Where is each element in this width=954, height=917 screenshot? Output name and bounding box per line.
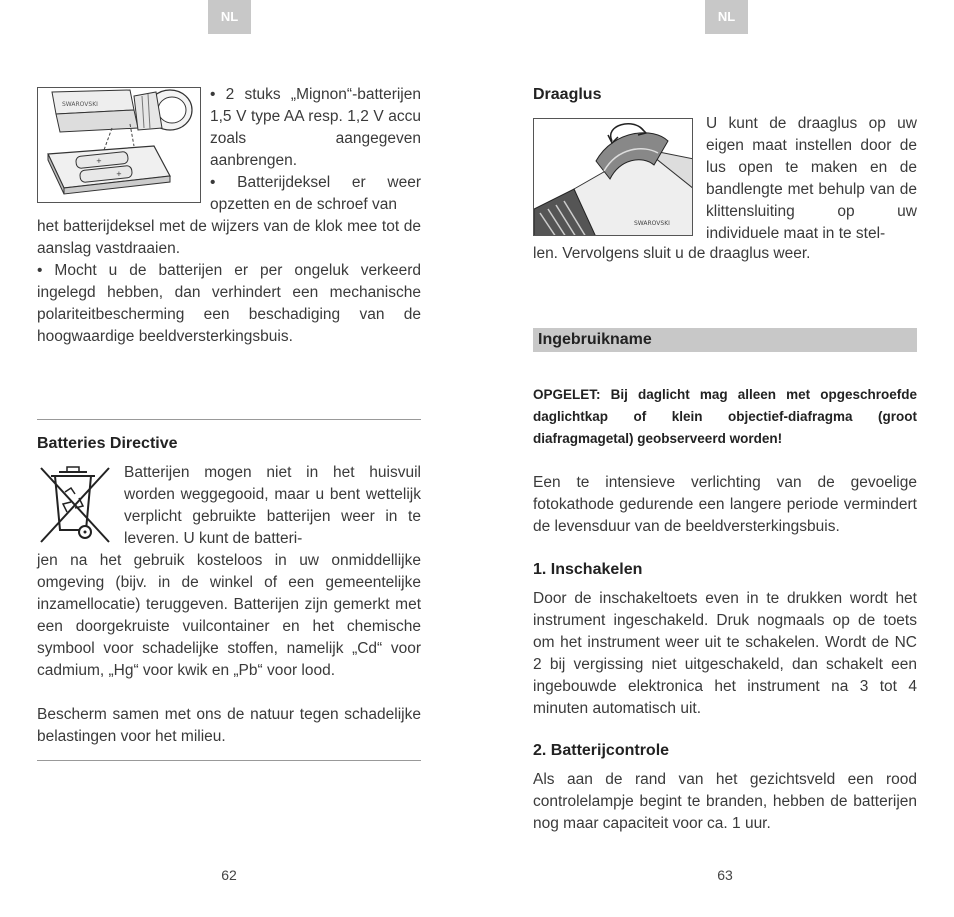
language-tab: NL: [208, 0, 251, 34]
language-tab: NL: [705, 0, 748, 34]
svg-text:SWAROVSKI: SWAROVSKI: [62, 101, 98, 108]
battery-cover-text: • Batterijdeksel er weer opzetten en de schroef van: [210, 174, 421, 213]
batteries-directive-heading: Batteries Directive: [37, 435, 178, 452]
section-bar-ingebruikname: Ingebruikname: [533, 328, 917, 352]
directive-text-continued: jen na het gebruik kosteloos in uw onmiddellijke omgeving (bijv. in de winkel of een gemeentelijke inzamellocatie) teruggeven. Batterijen zijn gemerkt met een doorgekruiste vuilcontainer en het chemische symbool voor schadelijke stoffen, namelijk „Cd“ voor cadmium, „Hg“ voor kwik en „Pb“ voor lood.: [37, 552, 421, 679]
switch-on-text: Door de inschakeltoets even in te drukken wordt het instrument ingeschakeld. Druk nogmaals op de toets om het instrument weer uit te schakelen. Wordt de NC 2 bij vergissing niet uitgeschakeld, dan schakelt een ingebouwde elektronica het instrument na 3 tot 4 minuten automatisch uit.: [533, 590, 917, 717]
svg-text:SWAROVSKI: SWAROVSKI: [634, 220, 670, 227]
daylight-warning: OPGELET: Bij daglicht mag alleen met opgeschroefde daglichtkap of klein objectief-diafragma (groot diafragmagetal) geobserveerd worden!: [533, 387, 917, 446]
divider: [37, 760, 421, 761]
svg-text:+: +: [116, 170, 122, 178]
right-page: [533, 0, 917, 917]
photocathode-warning-text: Een te intensieve verlichting van de gevoelige fotokathode gedurende een langere periode vermindert de levensduur van de beeldversterkingsbuis.: [533, 474, 917, 535]
strap-heading: Draaglus: [533, 86, 602, 103]
battery-check-heading: 2. Batterijcontrole: [533, 742, 670, 759]
page-number: 62: [221, 867, 237, 883]
page-number: 63: [717, 867, 733, 883]
directive-text: Batterijen mogen niet in het huisvuil worden weggegooid, maar u bent wettelijk verplicht gebruikte batterijen weer in te leveren. U kunt de batteri-: [124, 464, 421, 547]
strap-text: U kunt de draaglus op uw eigen maat instellen door de lus open te maken en de bandlengte met behulp van de klittensluiting op uw individuele maat in te stel-: [706, 115, 917, 242]
battery-compartment-illustration: [37, 87, 201, 203]
divider: [37, 419, 421, 420]
switch-on-heading: 1. Inschakelen: [533, 561, 643, 578]
strap-text-continued: len. Vervolgens sluit u de draaglus weer.: [533, 245, 811, 262]
protect-nature-text: Bescherm samen met ons de natuur tegen schadelijke belastingen voor het milieu.: [37, 706, 421, 745]
polarity-protection-text: • Mocht u de batterijen er per ongeluk verkeerd ingelegd hebben, dan verhindert een mechanische polariteitbescherming een beschadiging van de hoogwaardige beeldversterkingsbuis.: [37, 262, 421, 345]
crossed-out-bin-icon: [37, 464, 113, 546]
battery-check-text: Als aan de rand van het gezichtsveld een rood controlelampje begint te branden, hebben de batterijen nog maar capaciteit voor ca. 1 uur.: [533, 771, 917, 832]
battery-cover-text-continued: het batterijdeksel met de wijzers van de klok mee tot de aanslag vastdraaien.: [37, 218, 421, 257]
strap-illustration: [533, 118, 693, 236]
left-page: [37, 0, 421, 917]
battery-insert-text: • 2 stuks „Mignon“-batterijen 1,5 V type AA resp. 1,2 V accu zoals aangegeven aanbrengen.: [210, 86, 421, 169]
svg-text:+: +: [96, 157, 102, 165]
